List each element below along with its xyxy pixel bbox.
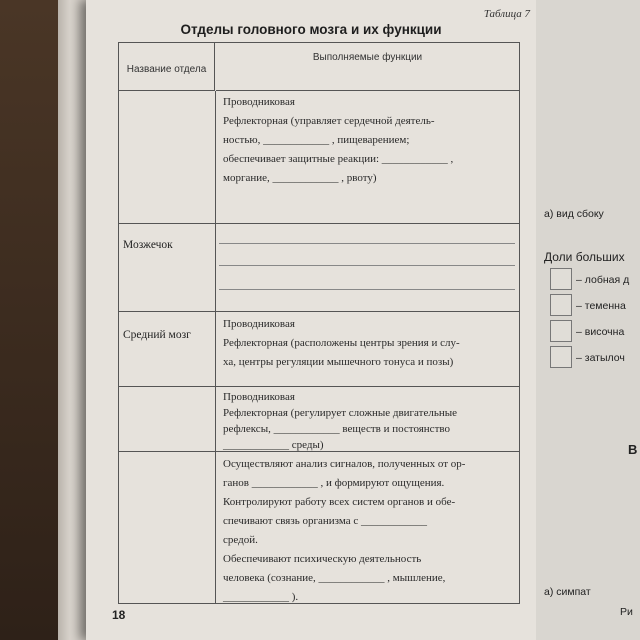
lobe-item: – лобная д xyxy=(576,274,630,286)
facing-lobes-title: Доли больших xyxy=(544,250,625,264)
row-3-line: ха, центры регуляции мышечного тонуса и позы) xyxy=(223,356,454,368)
facing-caption-a: а) вид сбоку xyxy=(544,208,604,220)
row-5-line: средой. xyxy=(223,534,258,546)
answer-line xyxy=(219,289,515,290)
facing-page xyxy=(536,0,640,640)
row-5-line: ганов ____________ , и формируют ощущения. xyxy=(223,477,445,489)
row-1-line: моргание, ____________ , рвоту) xyxy=(223,172,377,184)
lobe-item: – височна xyxy=(576,326,625,338)
row-5-line: Осуществляют анализ сигналов, полученных от ор- xyxy=(223,458,466,470)
row-4-line: Рефлекторная (регулирует сложные двигательные xyxy=(223,407,458,419)
page-number: 18 xyxy=(112,608,126,622)
answer-line xyxy=(219,265,515,266)
row-3-line: Рефлекторная (расположены центры зрения и слу- xyxy=(223,337,460,349)
page-title: Отделы головного мозга и их функции xyxy=(180,22,442,37)
row-1-line: ностью, ____________ , пищеварением; xyxy=(223,134,410,146)
row-separator xyxy=(119,223,519,224)
header-name: Название отдела xyxy=(119,43,215,91)
row-5-line: человека (сознание, ____________ , мышление, xyxy=(223,572,446,584)
table-label: Таблица 7 xyxy=(483,8,530,20)
workbook-page xyxy=(86,0,536,640)
lobe-item: – теменна xyxy=(576,300,626,312)
answer-line xyxy=(219,243,515,244)
row-separator xyxy=(119,386,519,387)
row-1-line: Рефлекторная (управляет сердечной деятель- xyxy=(223,115,435,127)
functions-table xyxy=(118,42,520,604)
row-4-line: ____________ среды) xyxy=(223,439,324,451)
row-5-line: Обеспечивают психическую деятельность xyxy=(223,553,422,565)
row-1-line: Проводниковая xyxy=(223,96,295,108)
row-separator xyxy=(119,311,519,312)
answer-box xyxy=(550,320,572,342)
row-5-line: спечивают связь организма с ____________ xyxy=(223,515,427,527)
page-stack-edge xyxy=(58,0,88,640)
facing-caption-b: а) симпат xyxy=(544,586,591,598)
row-1-functions xyxy=(223,93,515,188)
row-4-line: рефлексы, ____________ веществ и постоянство xyxy=(223,423,450,435)
row-4-line: Проводниковая xyxy=(223,391,295,403)
answer-box xyxy=(550,268,572,290)
row-5-line: ____________ ). xyxy=(223,591,299,603)
row-3-line: Проводниковая xyxy=(223,318,295,330)
header-functions: Выполняемые функции xyxy=(216,43,519,91)
row-1-line: обеспечивает защитные реакции: ____________ , xyxy=(223,153,454,165)
answer-box xyxy=(550,294,572,316)
answer-box xyxy=(550,346,572,368)
section-midbrain: Средний мозг xyxy=(123,329,191,341)
lobe-item: – затылоч xyxy=(576,352,625,364)
row-5-line: Контролируют работу всех систем органов и обе- xyxy=(223,496,456,508)
section-cerebellum: Мозжечок xyxy=(123,239,173,251)
row-5-functions xyxy=(223,455,515,607)
column-divider xyxy=(215,91,216,603)
facing-heading: В xyxy=(628,442,638,457)
row-4-functions xyxy=(223,389,515,453)
row-3-functions xyxy=(223,315,515,372)
facing-footer: Ри xyxy=(620,606,633,618)
